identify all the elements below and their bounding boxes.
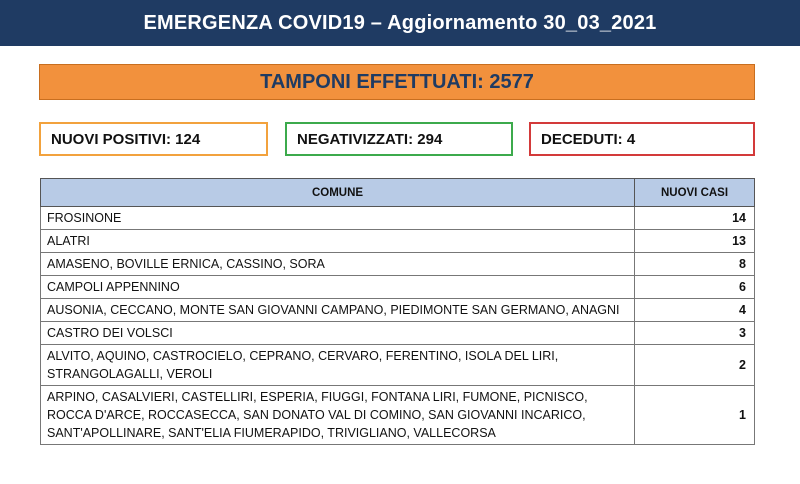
comune-cell: ARPINO, CASALVIERI, CASTELLIRI, ESPERIA, FIUGGI, FONTANA LIRI, FUMONE, PICNISCO, ROCCA D'ARCE, ROCCASECCA, SAN DONATO VAL DI COMINO, SAN GIOVANNI INCARICO, SANT'APOLLINARE, SANT'ELIA FIUMERAPIDO, TRIVIGLIANO, VALLECORSA bbox=[41, 386, 635, 445]
casi-cell: 13 bbox=[635, 230, 755, 253]
casi-cell: 4 bbox=[635, 299, 755, 322]
casi-cell: 8 bbox=[635, 253, 755, 276]
comune-cell: ALATRI bbox=[41, 230, 635, 253]
table-row bbox=[41, 276, 755, 299]
tamponi-banner bbox=[39, 64, 755, 100]
casi-cell: 3 bbox=[635, 322, 755, 345]
comune-cell: AUSONIA, CECCANO, MONTE SAN GIOVANNI CAMPANO, PIEDIMONTE SAN GERMANO, ANAGNI bbox=[41, 299, 635, 322]
table-row bbox=[41, 386, 755, 445]
table-row bbox=[41, 299, 755, 322]
page-title: EMERGENZA COVID19 – Aggiornamento 30_03_2021 bbox=[143, 11, 657, 34]
stat-nuovi-positivi bbox=[39, 122, 268, 156]
comune-cell: CASTRO DEI VOLSCI bbox=[41, 322, 635, 345]
stat-deceduti-label: DECEDUTI: 4 bbox=[541, 130, 636, 148]
casi-cell: 2 bbox=[635, 345, 755, 386]
stat-negativizzati bbox=[285, 122, 513, 156]
comune-cell: CAMPOLI APPENNINO bbox=[41, 276, 635, 299]
casi-cell: 14 bbox=[635, 207, 755, 230]
table-row bbox=[41, 345, 755, 386]
page-title-banner bbox=[0, 0, 800, 46]
stat-negativizzati-label: NEGATIVIZZATI: 294 bbox=[297, 130, 443, 148]
stat-nuovi-positivi-label: NUOVI POSITIVI: 124 bbox=[51, 130, 201, 148]
column-header-nuovi-casi: NUOVI CASI bbox=[635, 179, 755, 207]
comune-cell: AMASENO, BOVILLE ERNICA, CASSINO, SORA bbox=[41, 253, 635, 276]
stat-deceduti bbox=[529, 122, 755, 156]
comune-cell: ALVITO, AQUINO, CASTROCIELO, CEPRANO, CERVARO, FERENTINO, ISOLA DEL LIRI, STRANGOLAGALLI, VEROLI bbox=[41, 345, 635, 386]
tamponi-label: TAMPONI EFFETTUATI: 2577 bbox=[260, 70, 534, 93]
column-header-comune: COMUNE bbox=[41, 179, 635, 207]
table-row bbox=[41, 322, 755, 345]
table-row bbox=[41, 230, 755, 253]
table-row bbox=[41, 253, 755, 276]
table-header-row bbox=[41, 179, 755, 207]
comune-cell: FROSINONE bbox=[41, 207, 635, 230]
casi-cell: 6 bbox=[635, 276, 755, 299]
table-row bbox=[41, 207, 755, 230]
casi-cell: 1 bbox=[635, 386, 755, 445]
comuni-table bbox=[40, 178, 755, 445]
